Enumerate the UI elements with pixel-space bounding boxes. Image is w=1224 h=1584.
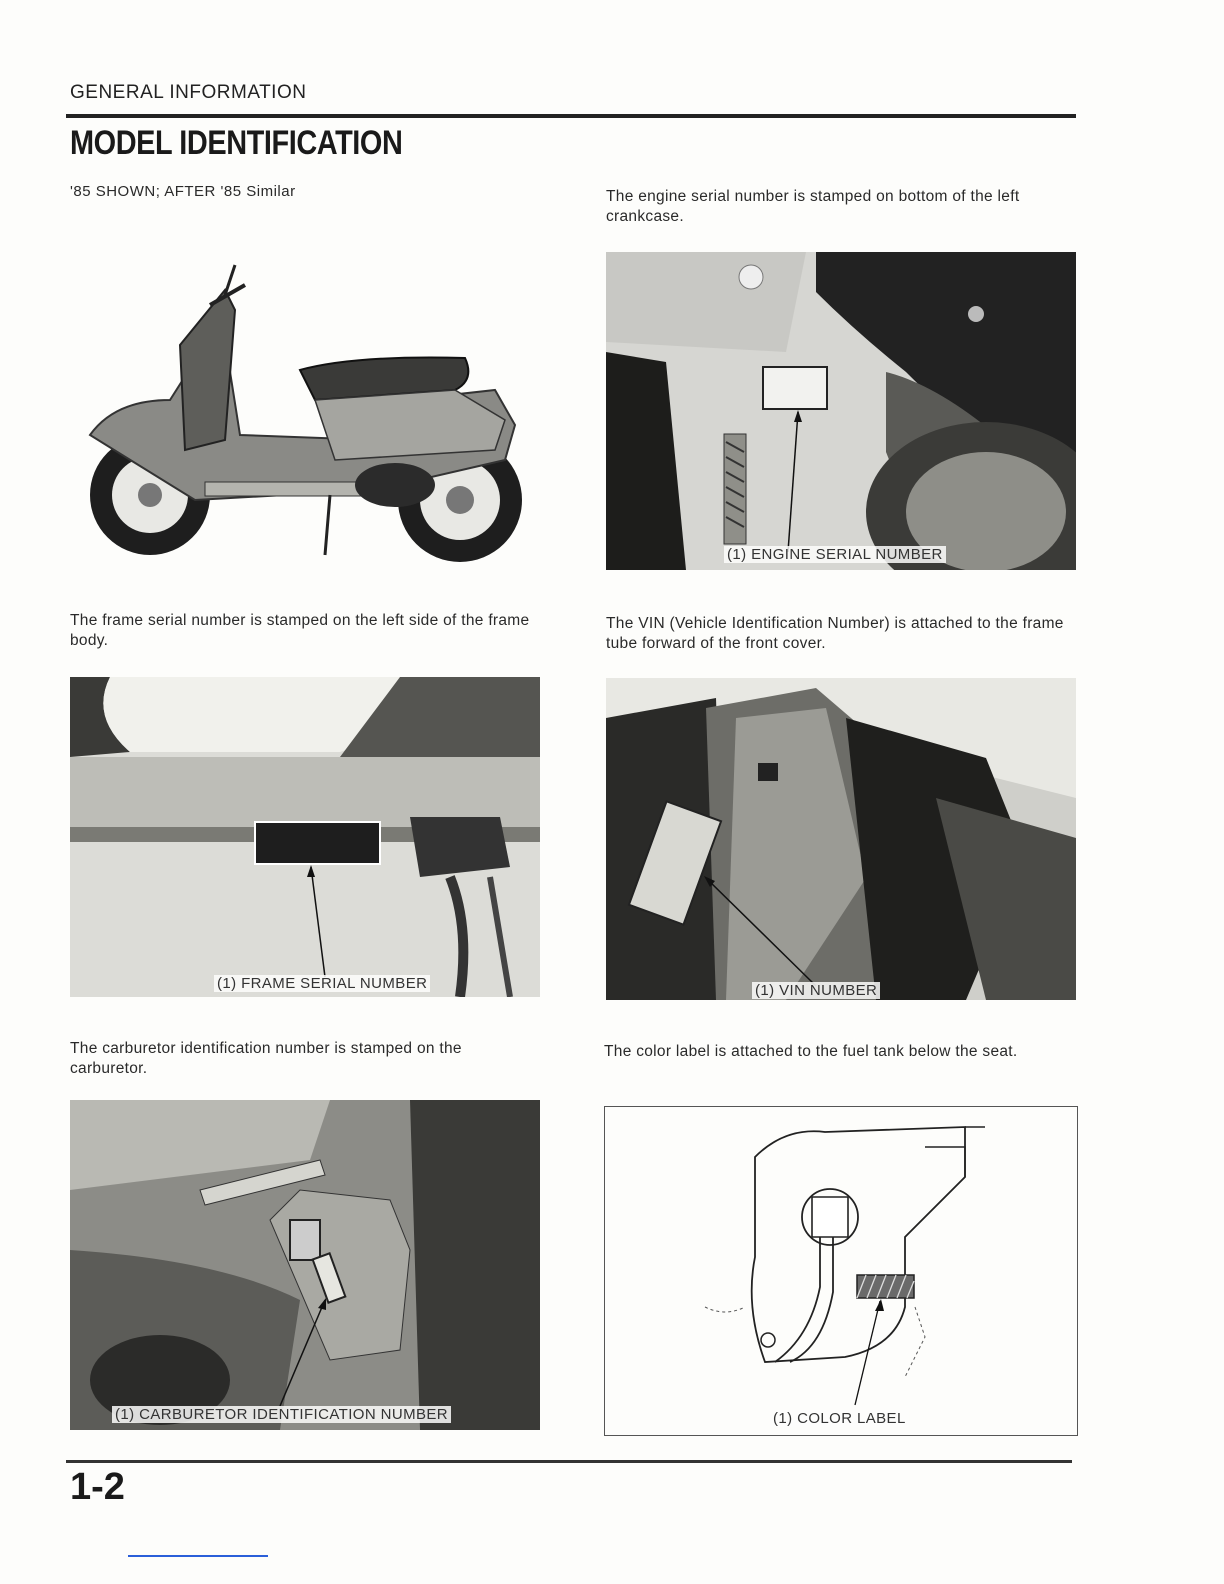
section-header: GENERAL INFORMATION	[70, 82, 307, 103]
color-label-drawing	[604, 1106, 1078, 1436]
engine-photo	[606, 252, 1076, 570]
color-label-caption: The color label is attached to the fuel tank below the seat.	[604, 1043, 1018, 1060]
carburetor-caption: The carburetor identification number is stamped on the carburetor.	[70, 1040, 462, 1077]
engine-serial-callout: (1) ENGINE SERIAL NUMBER	[724, 546, 946, 563]
scooter-photo	[75, 250, 545, 580]
vin-photo	[606, 678, 1076, 1000]
vin-number-callout: (1) VIN NUMBER	[752, 982, 880, 999]
page-title: MODEL IDENTIFICATION	[70, 124, 403, 162]
header-rule	[66, 114, 1076, 118]
vin-caption: The VIN (Vehicle Identification Number) is attached to the frame tube forward of the front cover.	[606, 615, 1064, 652]
frame-photo	[70, 677, 540, 997]
color-label-callout: (1) COLOR LABEL	[770, 1410, 909, 1427]
engine-caption: The engine serial number is stamped on bottom of the left crankcase.	[606, 188, 1020, 225]
page-number: 1-2	[70, 1466, 125, 1508]
model-year-note: '85 SHOWN; AFTER '85 Similar	[70, 183, 296, 200]
footer-rule	[66, 1460, 1072, 1463]
frame-caption: The frame serial number is stamped on the left side of the frame body.	[70, 612, 530, 649]
carburetor-photo	[70, 1100, 540, 1430]
footer-link-underline[interactable]	[128, 1555, 268, 1557]
carburetor-id-callout: (1) CARBURETOR IDENTIFICATION NUMBER	[112, 1406, 451, 1423]
frame-serial-callout: (1) FRAME SERIAL NUMBER	[214, 975, 430, 992]
